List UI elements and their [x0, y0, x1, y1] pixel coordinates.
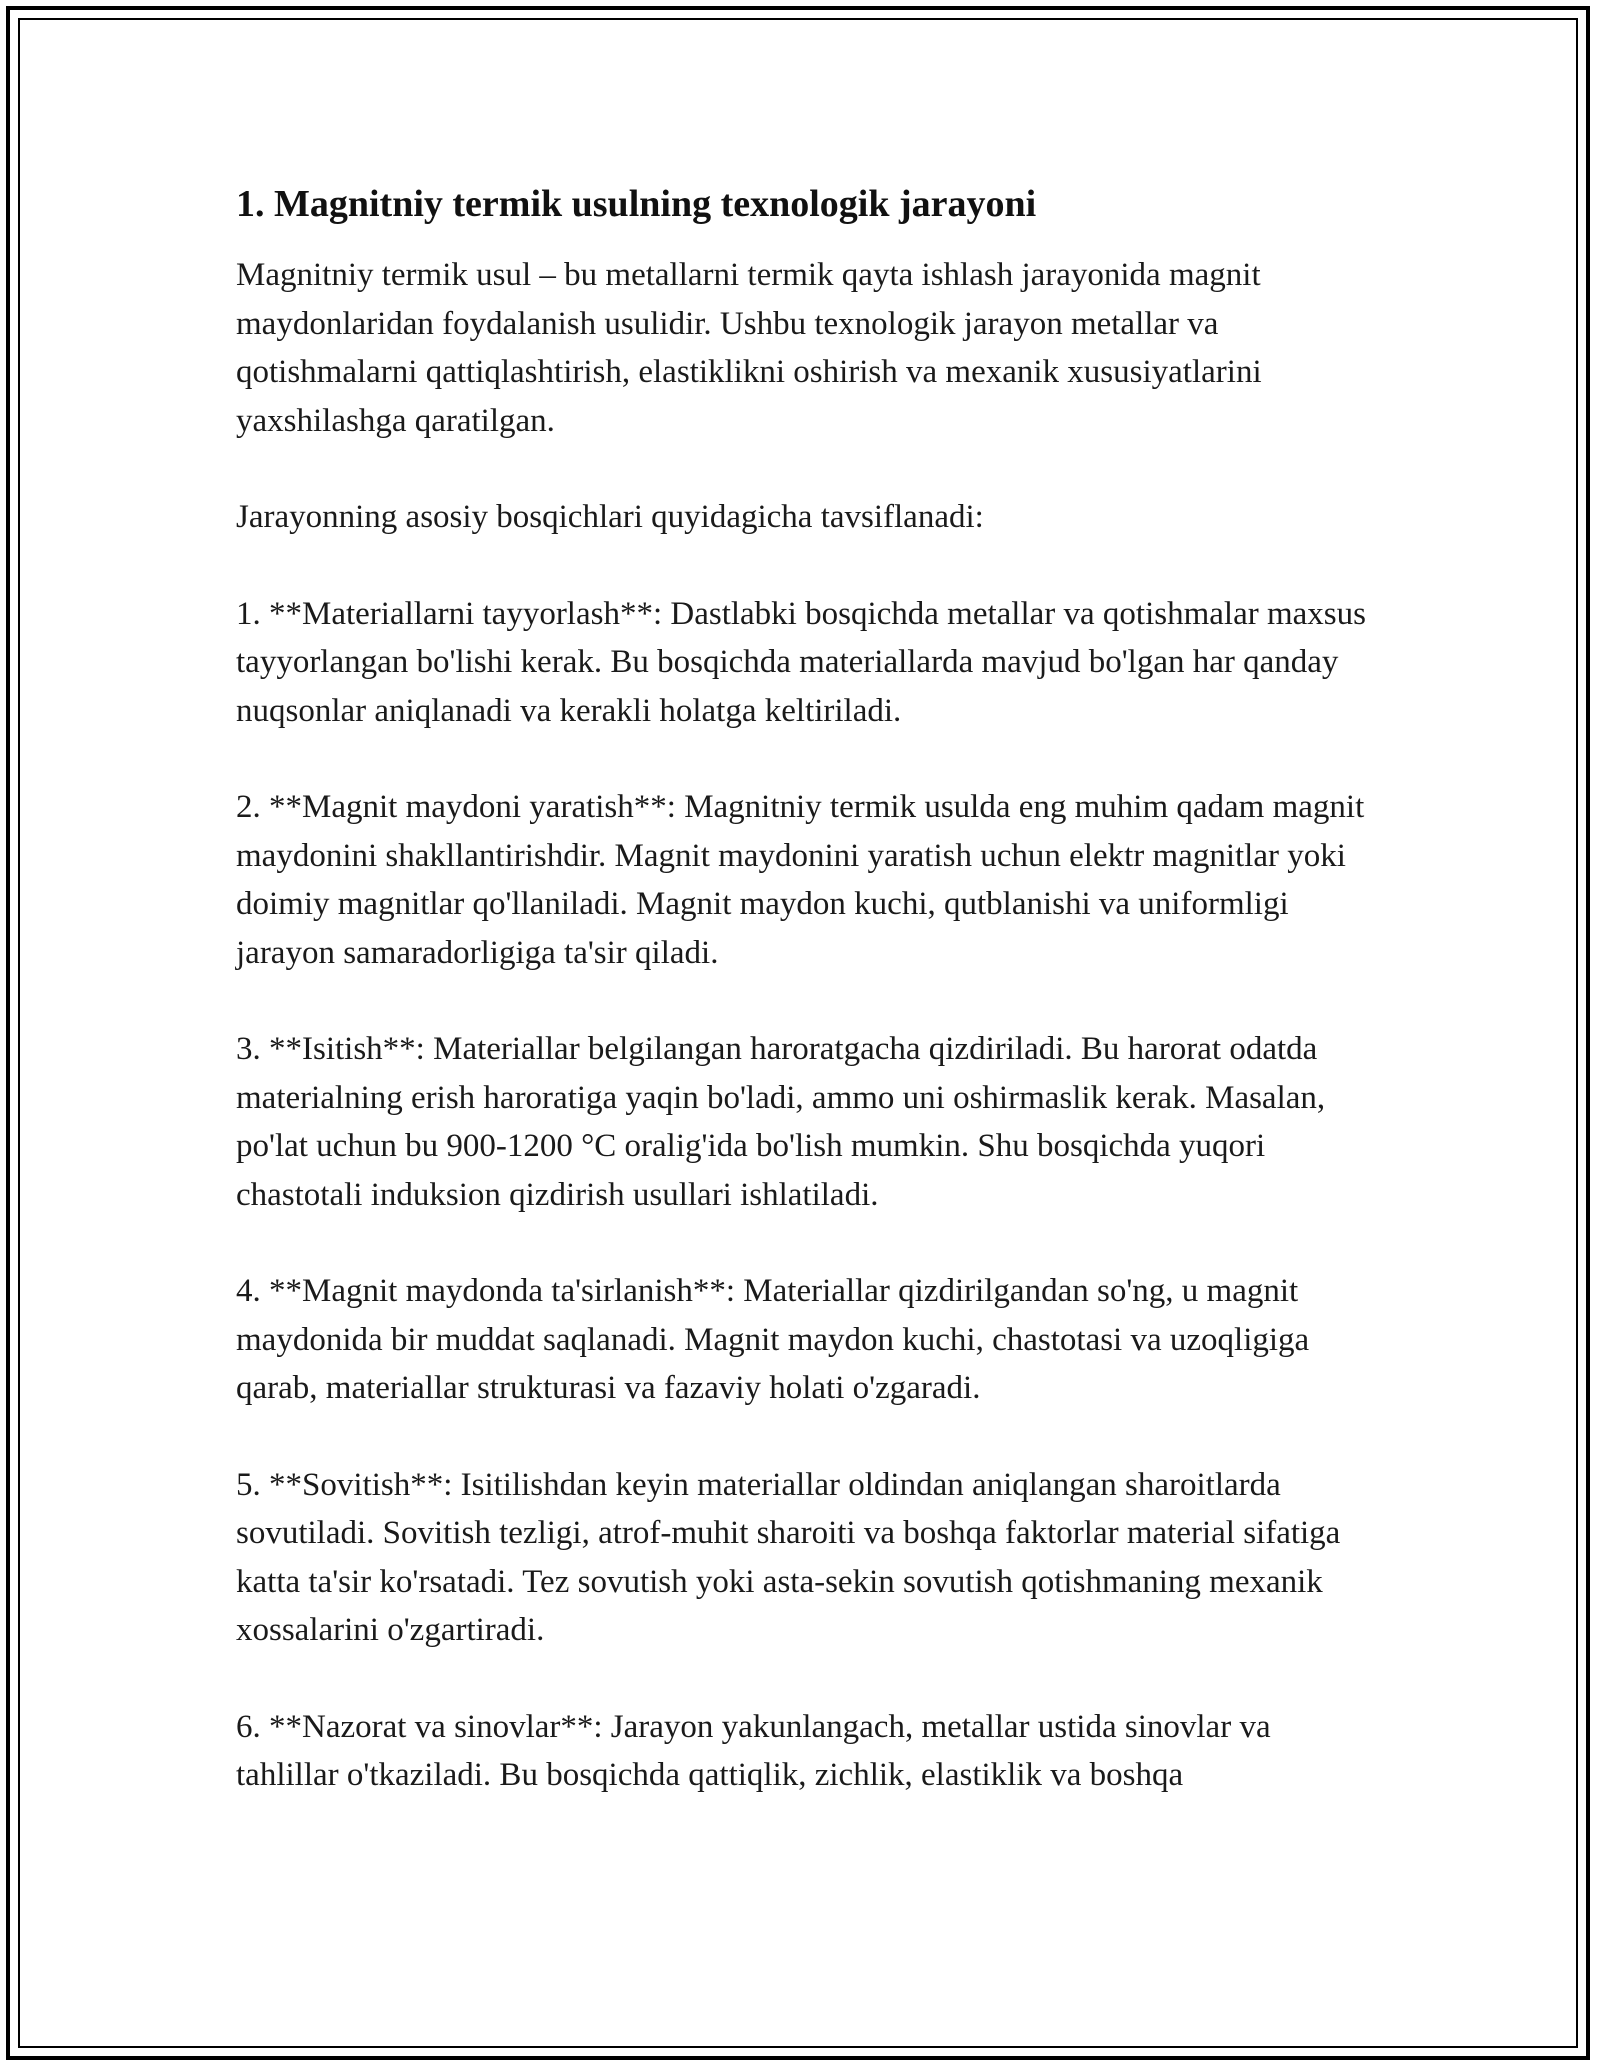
intro-paragraph: Magnitniy termik usul – bu metallarni termik qayta ishlash jarayonida magnit maydonlaridan foydalanish usulidir. Ushbu texnologik jarayon metallar va qotishmalarni qattiqlashtirish, elastiklikni oshirish va mexanik xususiyatlarini yaxshilashga qaratilgan.: [236, 257, 1262, 439]
steps-lead-in: Jarayonning asosiy bosqichlari quyidagicha tavsiflanadi:: [236, 499, 984, 536]
step-2-paragraph: 2. **Magnit maydoni yaratish**: Magnitniy termik usulda eng muhim qadam magnit maydonini shakllantirishdir. Magnit maydonini yaratish uchun elektr magnitlar yoki doimiy magnitlar qo'llaniladi. Magnit maydon kuchi, qutblanishi va uniformligi jarayon samaradorligiga ta'sir qiladi.: [236, 789, 1365, 971]
step-5-paragraph: 5. **Sovitish**: Isitilishdan keyin materiallar oldindan aniqlangan sharoitlarda sovutiladi. Sovitish tezligi, atrof-muhit sharoiti va boshqa faktorlar material sifatiga katta ta'sir ko'rsatadi. Tez sovutish yoki asta-sekin sovutish qotishmaning mexanik xossalarini o'zgartiradi.: [236, 1466, 1341, 1649]
step-4-paragraph: 4. **Magnit maydonda ta'sirlanish**: Materiallar qizdirilgandan so'ng, u magnit maydonida bir muddat saqlanadi. Magnit maydon kuchi, chastotasi va uzoqligiga qarab, materiallar strukturasi va fazaviy holati o'zgaradi.: [236, 1273, 1310, 1407]
document-page: [236, 180, 1376, 1800]
step-6-paragraph: 6. **Nazorat va sinovlar**: Jarayon yakunlangach, metallar ustida sinovlar va tahlillar o'tkaziladi. Bu bosqichda qattiqlik, zichlik, elastiklik va boshqa: [236, 1708, 1271, 1794]
step-3-paragraph: 3. **Isitish**: Materiallar belgilangan haroratgacha qizdiriladi. Bu harorat odatda materialning erish haroratiga yaqin bo'ladi, ammo uni oshirmaslik kerak. Masalan, po'lat uchun bu 900-1200 °C oralig'ida bo'lish mumkin. Shu bosqichda yuqori chastotali induksion qizdirish usullari ishlatiladi.: [236, 1031, 1326, 1213]
step-1-paragraph: 1. **Materiallarni tayyorlash**: Dastlabki bosqichda metallar va qotishmalar maxsus tayyorlangan bo'lishi kerak. Bu bosqichda materiallarda mavjud bo'lgan har qanday nuqsonlar aniqlanadi va kerakli holatga keltiriladi.: [236, 595, 1366, 729]
section-heading: 1. Magnitniy termik usulning texnologik jarayoni: [236, 183, 1037, 225]
